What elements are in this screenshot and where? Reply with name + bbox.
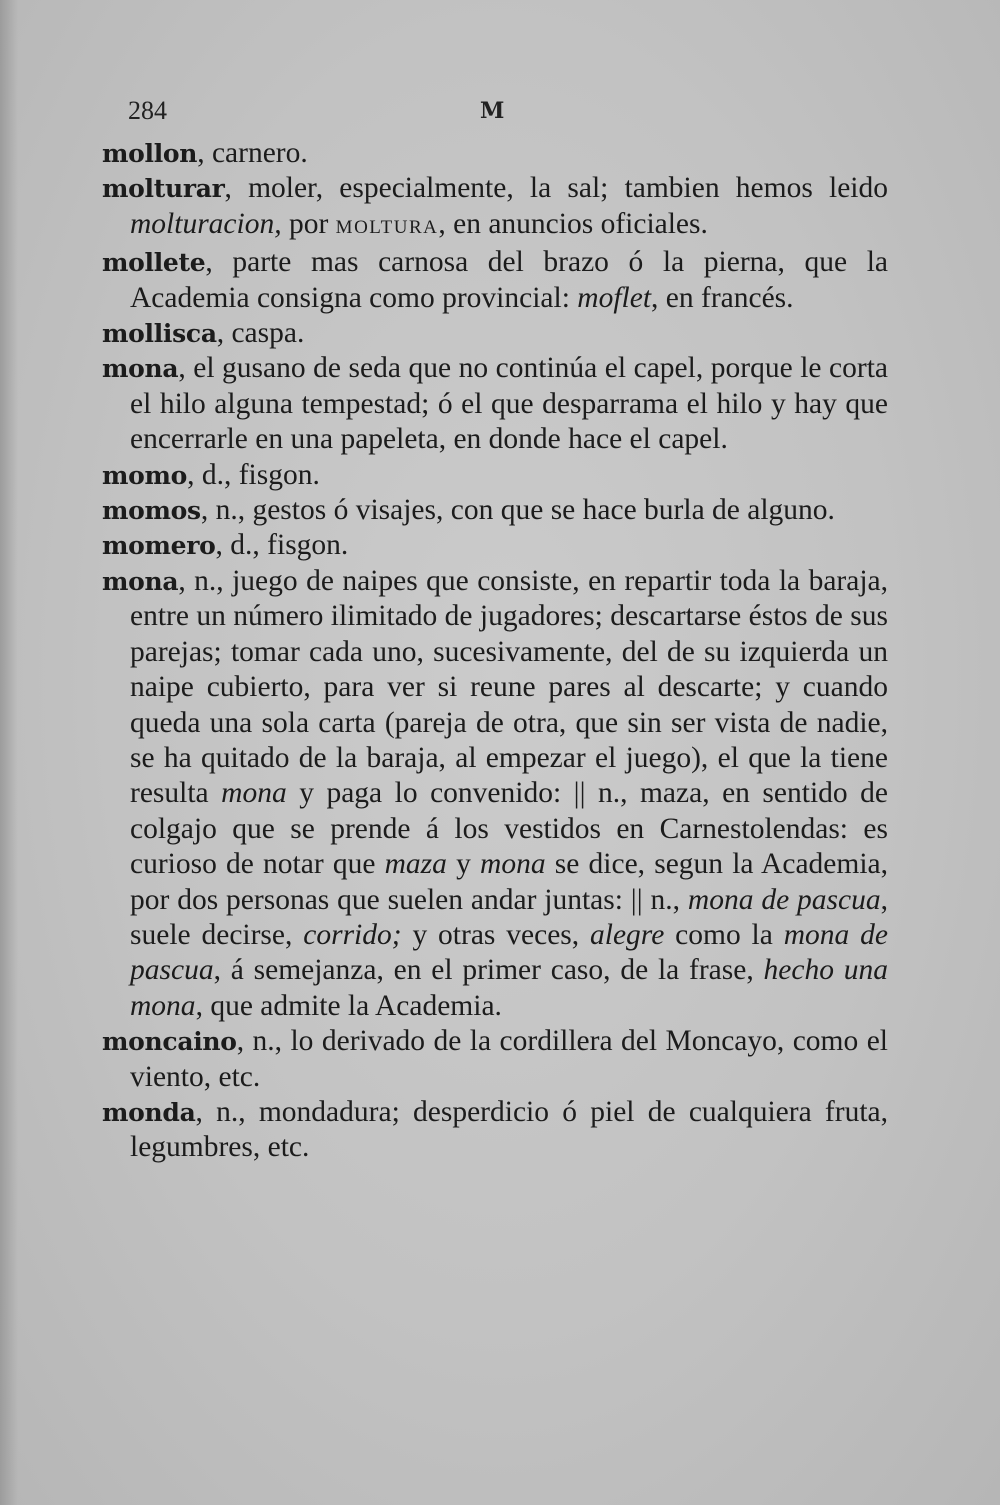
entry-headword: mona [102,354,179,384]
dictionary-entries [102,136,888,1166]
entry-definition-text: y otras veces, [401,918,591,951]
entry-definition-text: , en francés. [651,281,794,314]
dictionary-entry [102,245,888,316]
dictionary-entry [102,528,888,563]
page-number: 284 [128,96,167,125]
page-header [128,96,888,132]
entry-definition-text: , n., mondadura; desperdicio ó piel de cualquiera fruta, legumbres, etc. [130,1095,888,1164]
entry-italic-text: maza [384,848,447,881]
dictionary-entry [102,171,888,245]
entry-italic-text: corrido; [303,918,402,951]
entry-headword: mona [102,566,179,596]
entry-definition-text: , d., fisgon. [187,458,320,491]
entry-definition-text: , n., lo derivado de la cordillera del Moncayo, como el viento, etc. [130,1025,888,1093]
dictionary-entry [102,458,888,493]
entry-italic-text: molturacion, [130,207,282,240]
entry-italic-text: hecho una mona [130,954,888,1022]
dictionary-entry [102,316,888,351]
entry-italic-text: moflet [577,281,652,314]
entry-italic-text: alegre [590,918,665,951]
dictionary-entry [102,1024,888,1095]
entry-small-caps-text: MOLTURA [335,216,439,238]
dictionary-entry [102,1095,888,1166]
entry-definition-text: , moler, especialmente, la sal; tambien hemos leido [224,172,888,205]
entry-definition-text: , caspa. [216,317,305,350]
entry-definition-text: y paga lo convenido: || n., maza, en sentido de colgajo que se prende á los vestidos en Carnestolendas: es curioso de notar que [130,777,888,881]
entry-definition-text: , á semejanza, en el primer caso, de la frase, [213,954,764,987]
dictionary-entry [102,351,888,457]
entry-headword: momero [102,531,216,561]
dictionary-entry [102,493,888,528]
entry-definition-text: por [281,207,336,240]
dictionary-entry [102,136,888,171]
entry-definition-text: , n., juego de naipes que consiste, en repartir toda la baraja, entre un número ilimitado de jugadores; descartarse éstos de sus parejas; tomar cada uno, sucesivamente, del de su izquierda un naipe cubierto, para ver si reune pares al descarte; y cuando queda una sola carta (pareja de otra, que sin ser vista de nadie, se ha quitado de la baraja, al empezar el juego), el que la tiene resulta [130,564,888,810]
entry-italic-text: mona de pascua [687,883,881,916]
entry-definition-text: , que admite la Academia. [195,989,502,1022]
dictionary-entry [102,564,888,1024]
entry-italic-text: mona [221,777,287,810]
entry-definition-text: , parte mas carnosa del brazo ó la pierna, que la Academia consigna como provincial: [130,246,888,314]
entry-headword: momo [102,460,188,490]
entry-headword: mollisca [102,319,217,349]
entry-definition-text: , carnero. [197,137,308,169]
entry-headword: mollon [102,139,198,168]
entry-definition-text: , suele decirse, [130,883,888,951]
entry-italic-text: mona [480,848,546,881]
entry-headword: momos [102,496,201,526]
entry-definition-text: , n., gestos ó visajes, con que se hace burla de alguno. [200,494,835,527]
entry-headword: moncaino [102,1027,237,1057]
entry-definition-text: y [446,848,481,881]
entry-definition-text: como la [664,918,784,951]
entry-italic-text: mona de pascua [130,918,888,987]
entry-definition-text: , en anuncios oficiales. [438,207,708,240]
running-head: M [480,98,505,124]
entry-headword: mollete [102,248,206,278]
entry-definition-text: , el gusano de seda que no continúa el capel, porque le corta el hilo alguna tempestad; ó el que desparrama el hilo y hay que encerrarle en una papeleta, en donde hace el capel. [130,352,888,456]
entry-headword: monda [102,1097,196,1127]
entry-definition-text: se dice, segun la Academia, por dos personas que suelen andar juntas: || n., [130,848,889,916]
entry-definition-text: , d., fisgon. [215,529,349,562]
entry-headword: molturar [102,174,225,204]
